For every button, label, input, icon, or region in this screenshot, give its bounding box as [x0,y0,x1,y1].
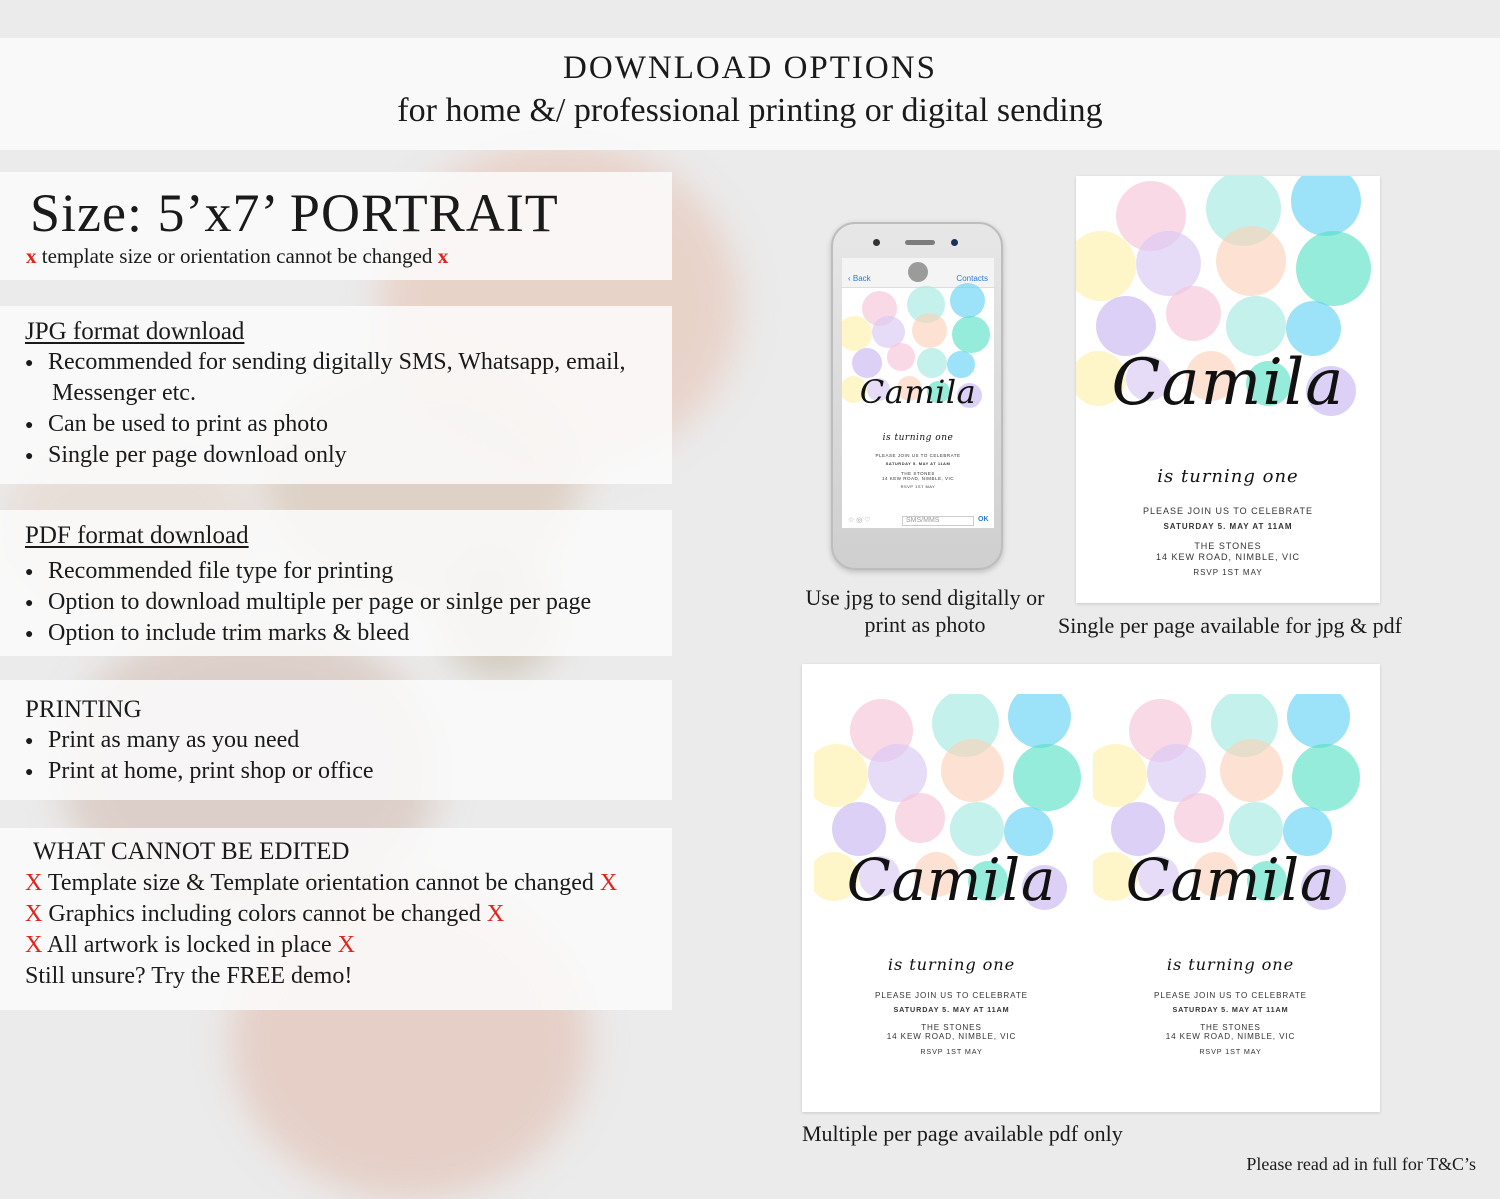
invite-line3: THE STONES [901,470,935,476]
invite-line1: PLEASE JOIN US TO CELEBRATE [1142,506,1314,516]
invite-line1: PLEASE JOIN US TO CELEBRATE [875,453,961,458]
invite-line2: SATURDAY 5. MAY AT 11AM [1163,522,1293,531]
send-button[interactable]: OK [978,516,989,523]
invite-name: Camila [1111,346,1345,420]
invite-line5: RSVP 1ST MAY [1199,1046,1262,1056]
confetti-dot [1216,226,1286,296]
pdf-list [25,556,591,649]
restriction-text: Graphics including colors cannot be changed [48,901,481,927]
invite-preview-multi [814,694,1089,1056]
invite-line2: SATURDAY 5. MAY AT 11AM [885,461,951,466]
speaker-icon [905,240,935,245]
invite-line5: RSVP 1ST MAY [1193,568,1263,577]
size-note-text: template size or orientation cannot be changed [36,244,438,268]
jpg-heading: JPG format download [25,318,245,345]
invite-line2: SATURDAY 5. MAY AT 11AM [893,1005,1010,1015]
invite-line1: PLEASE JOIN US TO CELEBRATE [875,991,1028,1000]
invite-name: Camila [846,847,1057,914]
page-subtitle: for home &/ professional printing or digital sending [397,92,1103,129]
confetti-dot [1008,694,1071,748]
confetti-dot [1174,793,1224,843]
phone-screen [842,258,994,528]
invite-sheet-right [1093,694,1368,1056]
confetti-dot [887,343,915,371]
x-mark: X [25,932,43,958]
list-item [25,725,374,756]
contacts-link[interactable]: Contacts [956,274,988,283]
invite-line3: THE STONES [921,1022,982,1032]
pdf-heading: PDF format download [25,522,249,549]
printing-list [25,725,374,787]
jpg-caption: Use jpg to send digitally or print as photo [805,585,1045,637]
list-item [25,347,625,409]
star-icon: ☆ ◎ ♡ [848,517,871,524]
confetti-dot [1166,286,1221,341]
restriction-line [25,930,617,961]
restriction-line [25,899,617,930]
confetti-dot [912,313,947,348]
confetti-dot [941,739,1004,802]
invite-sheet-left [814,694,1089,1056]
size-panel [0,172,672,280]
confetti-dot [952,316,990,354]
list-item [25,409,625,440]
list-item [25,618,591,649]
list-item [25,587,591,618]
confetti-dot [950,283,985,318]
single-caption: Single per page available for jpg & pdf [1058,613,1402,638]
smartphone-icon [831,222,1003,570]
invite-preview-phone [842,288,994,528]
confetti-dot [1220,739,1283,802]
invite-line1: PLEASE JOIN US TO CELEBRATE [1154,991,1307,1000]
header-banner [0,38,1500,150]
demo-note: Still unsure? Try the FREE demo! [25,963,353,989]
single-invite-card [1076,176,1380,603]
list-item-text: Print at home, print shop or office [48,758,374,784]
invite-line3: THE STONES [1200,1022,1261,1032]
message-input[interactable]: SMS/MMS [902,516,974,526]
invite-line4: 14 KEW ROAD, NIMBLE, VIC [1165,1032,1296,1042]
multi-caption: Multiple per page available pdf only [802,1121,1123,1146]
list-item-text: Single per page download only [48,442,347,468]
restriction-text: All artwork is locked in place [47,932,332,958]
x-mark: X [25,901,43,927]
confetti-dot [1013,744,1081,812]
invite-line2: SATURDAY 5. MAY AT 11AM [1172,1005,1289,1015]
invite-line4: 14 KEW ROAD, NIMBLE, VIC [886,1032,1017,1042]
list-item-text: Recommended for sending digitally SMS, Whatsapp, email, [48,349,626,375]
back-link[interactable]: ‹ Back [848,274,871,283]
restriction-text: Template size & Template orientation cannot be changed [47,870,594,896]
message-bar [842,516,994,528]
confetti-dot [1291,176,1361,236]
printing-heading: PRINTING [25,696,142,723]
confetti-dot [1296,231,1371,306]
restriction-line [25,868,617,899]
size-title: Size: 5’x7’ PORTRAIT [30,183,559,243]
invite-line3: THE STONES [1194,541,1262,551]
invite-name: Camila [859,373,977,411]
invite-line5: RSVP 1ST MAY [920,1046,983,1056]
list-item-text: Recommended file type for printing [48,558,394,584]
list-item-text: Print as many as you need [48,727,300,753]
list-item [25,556,591,587]
invite-tagline: is turning one [882,433,954,443]
printing-panel [0,680,672,800]
list-item-text: Can be used to print as photo [48,411,328,437]
invite-line5: RSVP 1ST MAY [900,484,936,489]
confetti-dot [1292,744,1360,812]
invite-line4: 14 KEW ROAD, NIMBLE, VIC [881,476,954,481]
invite-line4: 14 KEW ROAD, NIMBLE, VIC [1155,552,1301,562]
confetti-dot [895,793,945,843]
size-note [26,244,448,269]
invite-tagline: is turning one [887,955,1016,974]
jpg-panel [0,306,672,484]
pdf-panel [0,510,672,656]
x-mark: X [337,932,355,958]
invite-preview-multi [1093,694,1368,1056]
sensor-icon [951,239,958,246]
list-item-text: Messenger etc. [52,380,196,406]
list-item-text: Option to download multiple per page or sinlge per page [48,589,592,615]
x-mark: x [437,244,449,268]
page-title: DOWNLOAD OPTIONS [563,50,937,86]
multi-invite-sheet [802,664,1380,1112]
list-item-text: Option to include trim marks & bleed [48,620,410,646]
cannot-edit-heading: WHAT CANNOT BE EDITED [33,838,350,865]
cannot-edit-panel [0,828,672,1010]
invite-preview-single [1076,176,1380,603]
list-item [25,440,625,471]
invite-tagline: is turning one [1166,955,1295,974]
x-mark: X [25,870,43,896]
x-mark: x [26,244,37,268]
x-mark: X [486,901,505,927]
invite-name: Camila [1125,847,1336,914]
avatar [908,262,928,282]
camera-icon [873,239,880,246]
terms-note: Please read ad in full for T&C’s [1246,1154,1476,1174]
confetti-dot [1287,694,1350,748]
jpg-list [25,347,625,471]
list-item [25,756,374,787]
invite-tagline: is turning one [1157,466,1299,487]
cannot-edit-list [25,868,617,992]
x-mark: X [599,870,618,896]
